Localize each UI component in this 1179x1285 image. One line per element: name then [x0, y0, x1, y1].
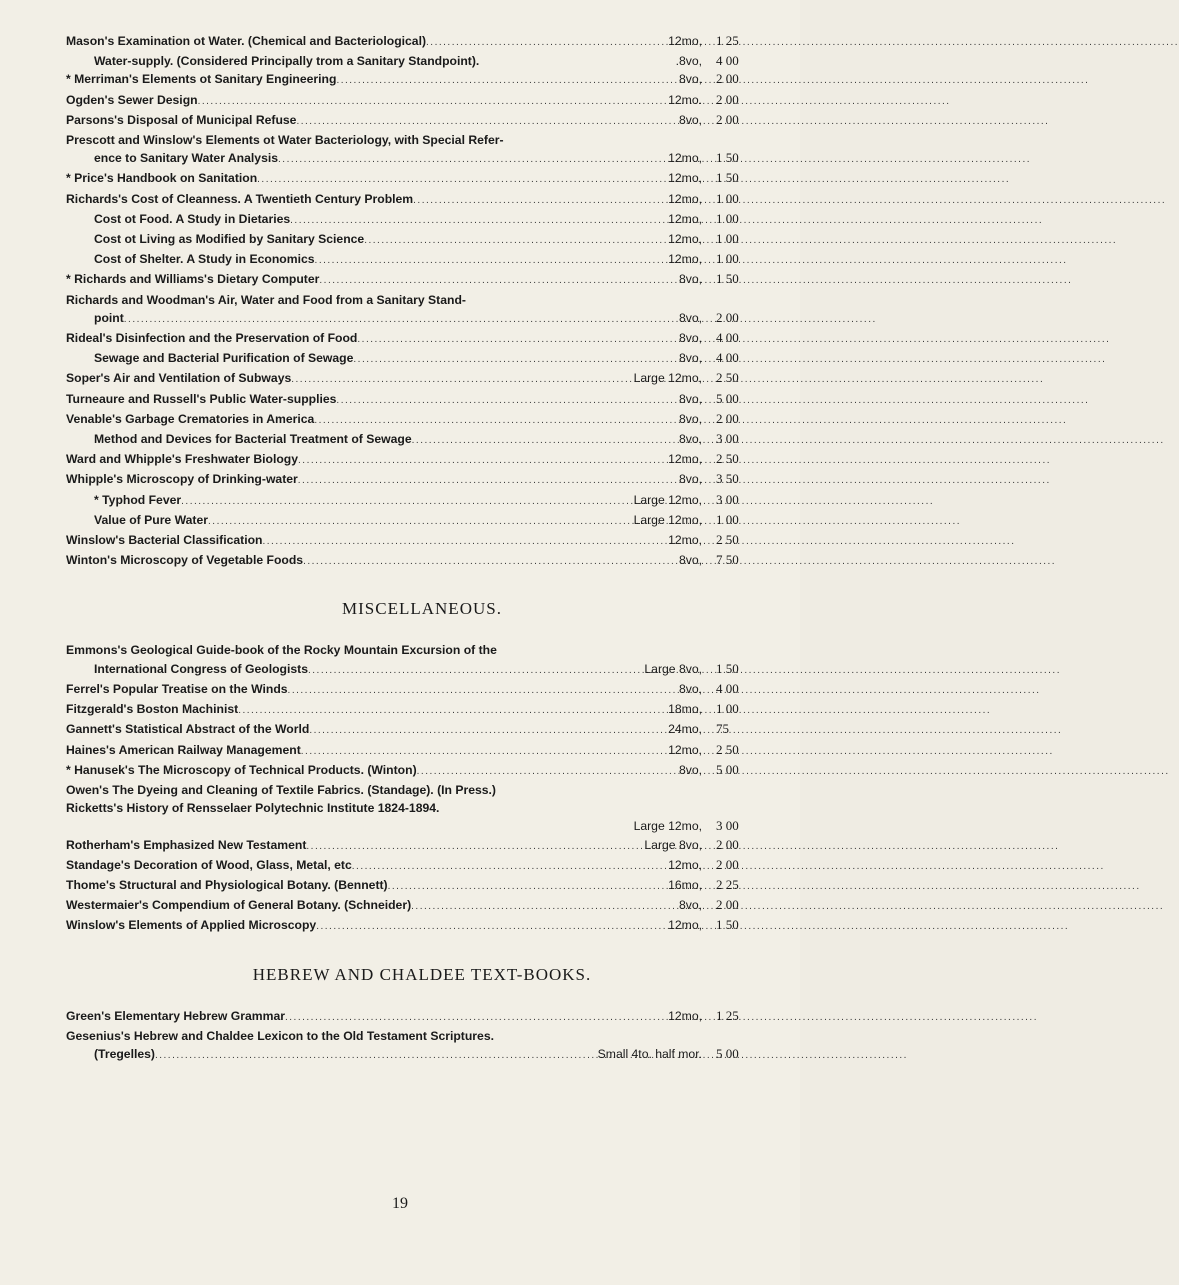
- entry-price: 2 00: [716, 897, 739, 913]
- entry-format: 12mo,: [668, 171, 702, 186]
- entry-title: Cost ot Food. A Study in Dietaries: [94, 211, 291, 226]
- dot-leader: [308, 662, 642, 680]
- catalog-entry: [66, 410, 778, 430]
- dot-leader: [309, 722, 666, 740]
- catalog-entry: [66, 680, 778, 700]
- entry-price: 2 00: [716, 309, 739, 325]
- catalog-entry: [66, 836, 778, 856]
- entry-title: Sewage and Bacterial Purification of Sewage: [94, 351, 354, 366]
- entry-format: 12mo,: [668, 252, 702, 267]
- dot-leader: [412, 432, 677, 450]
- entry-title: * Typhod Fever: [94, 492, 182, 507]
- entry-format: Small 4to. half mor.: [597, 1046, 702, 1061]
- entry-format: 12mo,: [668, 857, 702, 872]
- dot-leader: [413, 192, 666, 210]
- catalog-entry: [66, 52, 778, 70]
- entry-format: 12mo.: [668, 92, 702, 107]
- entry-title: Ricketts's History of Rensselaer Polytechnic Institute 1824-1894.: [66, 801, 440, 816]
- entry-price: 2 00: [716, 111, 739, 127]
- entry-price: 4 00: [716, 680, 739, 696]
- entry-price: 5 00: [716, 761, 739, 777]
- catalog-entry: [66, 741, 778, 761]
- catalog-section: [66, 599, 778, 936]
- entry-format: 12mo,: [668, 452, 702, 467]
- entry-price: 2 50: [716, 370, 739, 386]
- dot-leader: [257, 171, 666, 189]
- catalog-entry: [66, 291, 778, 309]
- section-heading: HEBREW AND CHALDEE TEXT-BOOKS.: [252, 964, 592, 984]
- catalog-entry: [66, 511, 778, 531]
- catalog-entry: [66, 1007, 778, 1027]
- entry-title: Standage's Decoration of Wood, Glass, Metal, etc: [66, 857, 352, 872]
- catalog-entry: [66, 91, 778, 111]
- catalog-entry: [66, 250, 778, 270]
- catalog-entry: [66, 390, 778, 410]
- dot-leader: [298, 452, 666, 470]
- entry-price: 4 00: [716, 330, 739, 346]
- catalog-entry: [66, 700, 778, 720]
- entry-title: Soper's Air and Ventilation of Subways: [66, 371, 292, 386]
- entry-format: 8vo,: [678, 112, 702, 127]
- entry-title: * Price's Handbook on Sanitation: [66, 171, 258, 186]
- entry-price: 4 00: [716, 350, 739, 366]
- entry-format: 8vo,: [678, 898, 702, 913]
- entry-title: Method and Devices for Bacterial Treatment of Sewage: [94, 432, 412, 447]
- entry-title: * Richards and Williams's Dietary Computer: [66, 272, 320, 287]
- entry-format: 16mo,: [668, 877, 702, 892]
- entry-price: 3 00: [716, 491, 739, 507]
- entry-price: 75: [716, 721, 729, 737]
- entry-title: Parsons's Disposal of Municipal Refuse: [66, 112, 297, 127]
- entry-price: 2 50: [716, 741, 739, 757]
- entry-title: Winslow's Bacterial Classification: [66, 533, 263, 548]
- catalog-entry: [66, 230, 778, 250]
- entry-price: 2 00: [716, 91, 739, 107]
- catalog-entry: [66, 896, 778, 916]
- catalog-section: [66, 32, 778, 571]
- entry-title: Owen's The Dyeing and Cleaning of Textile Fabrics. (Standage). (In Press.): [66, 782, 496, 797]
- dot-leader: [298, 472, 677, 490]
- catalog-entry: [66, 329, 778, 349]
- entry-title: International Congress of Geologists: [94, 661, 308, 676]
- entry-title: Winslow's Elements of Applied Microscopy: [66, 918, 317, 933]
- entry-format: Large 12mo,: [633, 371, 702, 386]
- dot-leader: [319, 272, 677, 290]
- entry-title: Richards and Woodman's Air, Water and Food from a Sanitary Stand-: [66, 292, 466, 307]
- dot-leader: [417, 763, 677, 781]
- entry-title: Prescott and Winslow's Elements ot Water Bacteriology, with Special Refer-: [66, 133, 504, 148]
- entry-price: 1 50: [716, 271, 739, 287]
- entry-price: 3 00: [716, 431, 739, 447]
- catalog-entry: [66, 491, 778, 511]
- dot-leader: [388, 878, 667, 896]
- entry-price: 1 00: [716, 231, 739, 247]
- entry-title: Green's Elementary Hebrew Grammar: [66, 1008, 285, 1023]
- catalog-entry: [66, 349, 778, 369]
- entry-title: Thome's Structural and Physiological Botany. (Bennett): [66, 877, 388, 892]
- entry-format: 8vo,: [678, 310, 702, 325]
- entry-title: Value of Pure Water: [94, 512, 209, 527]
- catalog-entry: [66, 660, 778, 680]
- entry-price: 4 00: [716, 53, 739, 69]
- entry-format: 8vo,: [678, 553, 702, 568]
- entry-price: 2 50: [716, 532, 739, 548]
- entry-price: 2 00: [716, 836, 739, 852]
- entry-title: Rideal's Disinfection and the Preservation of Food: [66, 331, 358, 346]
- entry-title: Cost ot Living as Modified by Sanitary Science: [94, 232, 365, 247]
- catalog-entry: [66, 551, 778, 571]
- entry-price: 1 00: [716, 251, 739, 267]
- entry-title: Fitzgerald's Boston Machinist: [66, 702, 239, 717]
- entry-format: Large 12mo,: [633, 492, 702, 507]
- dot-leader: [315, 252, 667, 270]
- catalog-entry: [66, 131, 778, 149]
- dot-leader: [352, 858, 666, 876]
- entry-format: Large 12mo,: [633, 512, 702, 527]
- entry-format: 8vo,: [678, 272, 702, 287]
- catalog-entry: [66, 799, 778, 817]
- dot-leader: [314, 412, 677, 430]
- catalog-entry: [66, 470, 778, 490]
- catalog-entry: [66, 916, 778, 936]
- entry-title: Ward and Whipple's Freshwater Biology: [66, 452, 299, 467]
- catalog-section: [66, 965, 778, 1066]
- dot-leader: [301, 743, 666, 761]
- catalog-entry: [66, 270, 778, 290]
- page-number: 19: [392, 1195, 408, 1212]
- entry-format: 24mo,: [668, 722, 702, 737]
- entry-format: 8vo,: [678, 681, 702, 696]
- entry-price: 1 50: [716, 660, 739, 676]
- dot-leader: [303, 553, 677, 571]
- entry-title: point: [94, 310, 124, 325]
- dot-leader: [336, 72, 677, 90]
- catalog-entry: [66, 210, 778, 230]
- entry-title: Cost of Shelter. A Study in Economics: [94, 252, 315, 267]
- entry-format: 8vo,: [678, 762, 702, 777]
- dot-leader: [238, 702, 666, 720]
- entry-title: Emmons's Geological Guide-book of the Rocky Mountain Excursion of the: [66, 643, 497, 658]
- entry-title: * Hanusek's The Microscopy of Technical Products. (Winton): [66, 762, 417, 777]
- entry-price: 1 00: [716, 210, 739, 226]
- entry-title: Ogden's Sewer Design: [66, 92, 198, 107]
- catalog-entry: [66, 641, 778, 659]
- entry-price: 1 50: [716, 170, 739, 186]
- catalog-entry: [66, 309, 778, 329]
- catalog-entry: [66, 450, 778, 470]
- entry-price: 2 50: [716, 451, 739, 467]
- catalog-entry: [66, 70, 778, 90]
- dot-leader: [155, 1047, 596, 1065]
- entry-title: Whipple's Microscopy of Drinking-water: [66, 472, 298, 487]
- entry-format: Large 8vo,: [644, 837, 702, 852]
- entry-price: 3 50: [716, 471, 739, 487]
- entry-price: 1 50: [716, 917, 739, 933]
- catalog-entry: [66, 856, 778, 876]
- entry-title: Turneaure and Russell's Public Water-supplies: [66, 391, 337, 406]
- entry-title: Mason's Examination ot Water. (Chemical and Bacteriological): [66, 34, 427, 48]
- entry-price: 5 00: [716, 390, 739, 406]
- entry-title: Water-supply. (Considered Principally trom a Sanitary Standpoint).: [94, 54, 480, 69]
- entry-price: 7 50: [716, 552, 739, 568]
- catalog-entry: [66, 430, 778, 450]
- entry-price: 2 00: [716, 410, 739, 426]
- entry-format: 12mo,: [668, 232, 702, 247]
- catalog-entry: [66, 1027, 778, 1045]
- catalog-entry: [66, 32, 778, 52]
- catalog-entry: [66, 1045, 778, 1065]
- entry-price: 5 00: [716, 1045, 739, 1061]
- entry-title: Gesenius's Hebrew and Chaldee Lexicon to the Old Testament Scriptures.: [66, 1028, 494, 1043]
- entry-format: 8vo,: [678, 391, 702, 406]
- entry-title: Venable's Garbage Crematories in America: [66, 411, 315, 426]
- entry-format: 8vo,: [678, 331, 702, 346]
- entry-format: Large 12mo,: [633, 819, 702, 834]
- dot-leader: [291, 371, 631, 389]
- entry-format: 8vo,: [678, 351, 702, 366]
- dot-leader: [198, 93, 667, 111]
- entry-format: 8vo,: [678, 411, 702, 426]
- entry-price: 3 00: [716, 818, 739, 834]
- entry-format: 12mo,: [668, 918, 702, 933]
- dot-leader: [290, 212, 666, 230]
- entry-title: * Merriman's Elements ot Sanitary Engineering: [66, 72, 337, 87]
- dot-leader: [208, 513, 632, 531]
- dot-leader: [124, 311, 677, 329]
- section-heading: MISCELLANEOUS.: [342, 599, 502, 619]
- entry-format: .8vo,: [675, 54, 702, 69]
- entry-format: 18mo,: [668, 702, 702, 717]
- entry-format: 12mo,: [668, 151, 702, 166]
- catalog-entry: [66, 169, 778, 189]
- entry-title: Ferrel's Popular Treatise on the Winds: [66, 681, 288, 696]
- catalog-entry: [66, 111, 778, 131]
- dot-leader: [353, 351, 677, 369]
- entry-title: Westermaier's Compendium of General Botany. (Schneider): [66, 898, 412, 913]
- entry-price: 1 00: [716, 511, 739, 527]
- entry-price: 1 25: [716, 1007, 739, 1023]
- catalog-entry: [66, 190, 778, 210]
- entry-format: 8vo,: [678, 432, 702, 447]
- entry-format: 12mo,: [668, 742, 702, 757]
- catalog-entry: [66, 149, 778, 169]
- entry-format: 12mo,: [668, 1008, 702, 1023]
- entry-format: Large 8vo,: [644, 661, 702, 676]
- entry-price: 1 00: [716, 701, 739, 717]
- entry-title: Gannett's Statistical Abstract of the World: [66, 722, 310, 737]
- dot-leader: [296, 113, 676, 131]
- dot-leader: [411, 898, 677, 916]
- catalog-entry: [66, 876, 778, 896]
- entry-title: Richards's Cost of Cleanness. A Twentieth Century Problem: [66, 191, 414, 206]
- dot-leader: [263, 533, 667, 551]
- entry-title: (Tregelles): [94, 1046, 155, 1061]
- dot-leader: [278, 151, 666, 169]
- entry-price: 2 00: [716, 856, 739, 872]
- dot-leader: [364, 232, 666, 250]
- entry-format: 12mo,: [668, 34, 702, 48]
- entry-title: Haines's American Railway Management: [66, 742, 301, 757]
- dot-leader: [336, 392, 677, 410]
- dot-leader: [357, 331, 677, 349]
- entry-format: 12mo,: [668, 211, 702, 226]
- dot-leader: [426, 34, 666, 52]
- entry-price: 1 25: [716, 33, 739, 48]
- dot-leader: [288, 682, 677, 700]
- entry-format: 12mo,: [668, 533, 702, 548]
- catalog-entry: [66, 369, 778, 389]
- entry-title: Winton's Microscopy of Vegetable Foods: [66, 553, 304, 568]
- entry-price: 2 00: [716, 71, 739, 87]
- entry-format: 8vo,: [678, 72, 702, 87]
- catalog-content: [66, 32, 778, 1065]
- entry-format: 12mo,: [668, 191, 702, 206]
- catalog-entry: [66, 781, 778, 799]
- entry-price: 1 50: [716, 150, 739, 166]
- dot-leader: [285, 1009, 666, 1027]
- catalog-entry: [66, 720, 778, 740]
- entry-price: 1 00: [716, 190, 739, 206]
- catalog-entry: [66, 817, 778, 835]
- entry-format: 8vo,: [678, 472, 702, 487]
- catalog-entry: [66, 531, 778, 551]
- dot-leader: [316, 918, 666, 936]
- catalog-entry: [66, 761, 778, 781]
- dot-leader: [181, 493, 631, 511]
- dot-leader: [306, 838, 642, 856]
- entry-price: 2 25: [716, 876, 739, 892]
- entry-title: ence to Sanitary Water Analysis: [94, 151, 279, 166]
- entry-title: Rotherham's Emphasized New Testament: [66, 837, 307, 852]
